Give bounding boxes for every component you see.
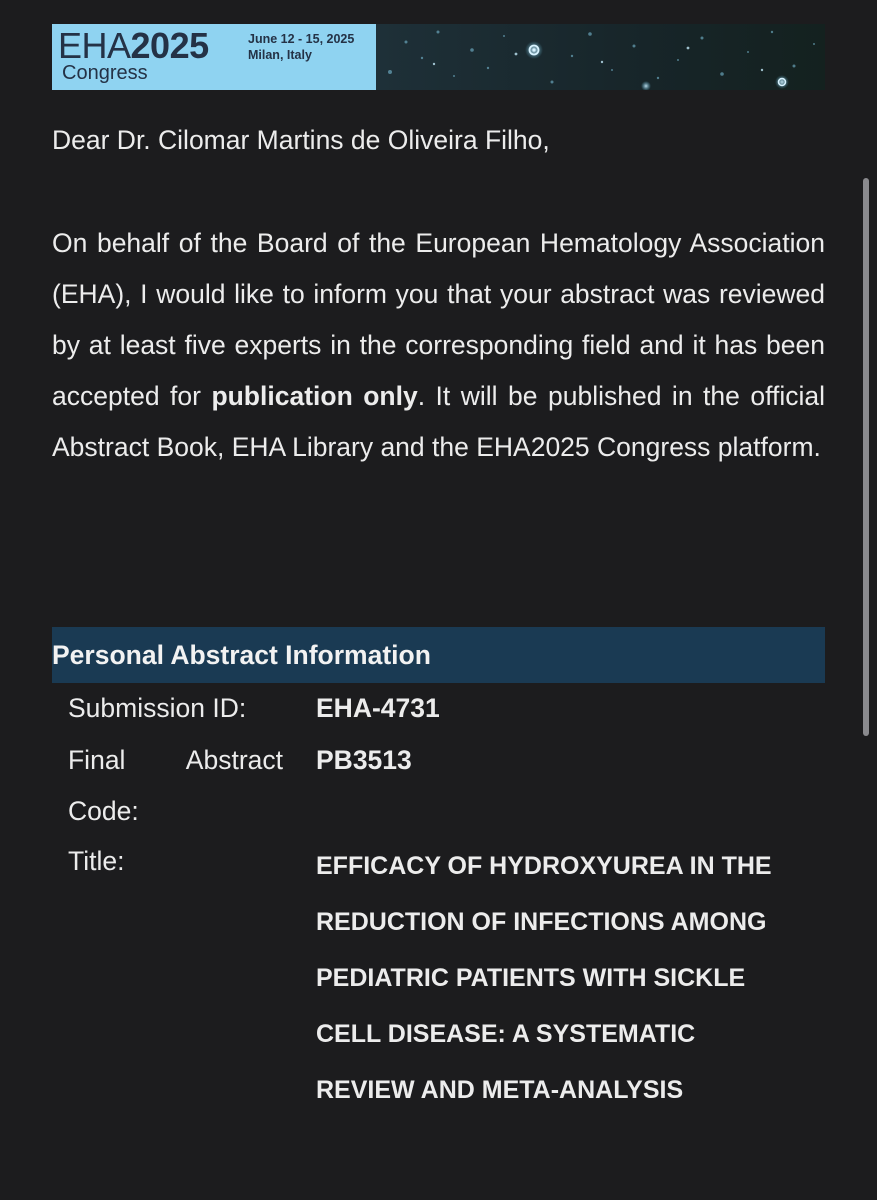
publication-only-emphasis: publication only xyxy=(211,381,418,411)
congress-banner xyxy=(52,24,825,90)
congress-date-range: June 12 - 15, 2025 xyxy=(248,32,355,46)
congress-location: Milan, Italy xyxy=(248,48,312,62)
paragraph-text-part1: On behalf of the Board of the European Hematology Association (EHA), I would like to inform you that your abstract was reviewed by at least five experts in the corresponding field and it has been accepted for xyxy=(52,228,825,411)
abstract-title-label: Title: xyxy=(68,846,125,876)
submission-id-value: EHA-4731 xyxy=(316,693,440,723)
final-abstract-code-value: PB3513 xyxy=(316,745,412,775)
abstract-title-value: EFFICACY OF HYDROXYUREA IN THE REDUCTION OF INFECTIONS AMONG PEDIATRIC PATIENTS WITH SICKLE CELL DISEASE: A SYSTEMATIC REVIEW AND META-ANALYSIS xyxy=(316,852,772,1104)
greeting-text: Dear Dr. Cilomar Martins de Oliveira Filho, xyxy=(52,125,550,155)
logo-eha: EHA xyxy=(58,25,131,66)
vertical-scrollbar[interactable] xyxy=(863,178,869,736)
acceptance-paragraph xyxy=(52,218,825,473)
congress-logo xyxy=(52,24,376,90)
submission-id-label: Submission ID: xyxy=(68,693,247,723)
logo-title xyxy=(58,25,209,66)
congress-dates xyxy=(248,31,354,63)
banner-graphic xyxy=(376,24,825,90)
bokeh-dots-graphic xyxy=(376,24,825,90)
personal-abstract-info-header: Personal Abstract Information xyxy=(52,627,825,683)
logo-subtitle: Congress xyxy=(62,62,148,84)
logo-year: 2025 xyxy=(130,25,209,66)
final-abstract-code-label: Final Abstract Code: xyxy=(68,745,283,826)
paragraph-text-part2: . It will be published in the official Abstract Book, EHA Library and the EHA2025 Congress platform. xyxy=(52,381,825,462)
